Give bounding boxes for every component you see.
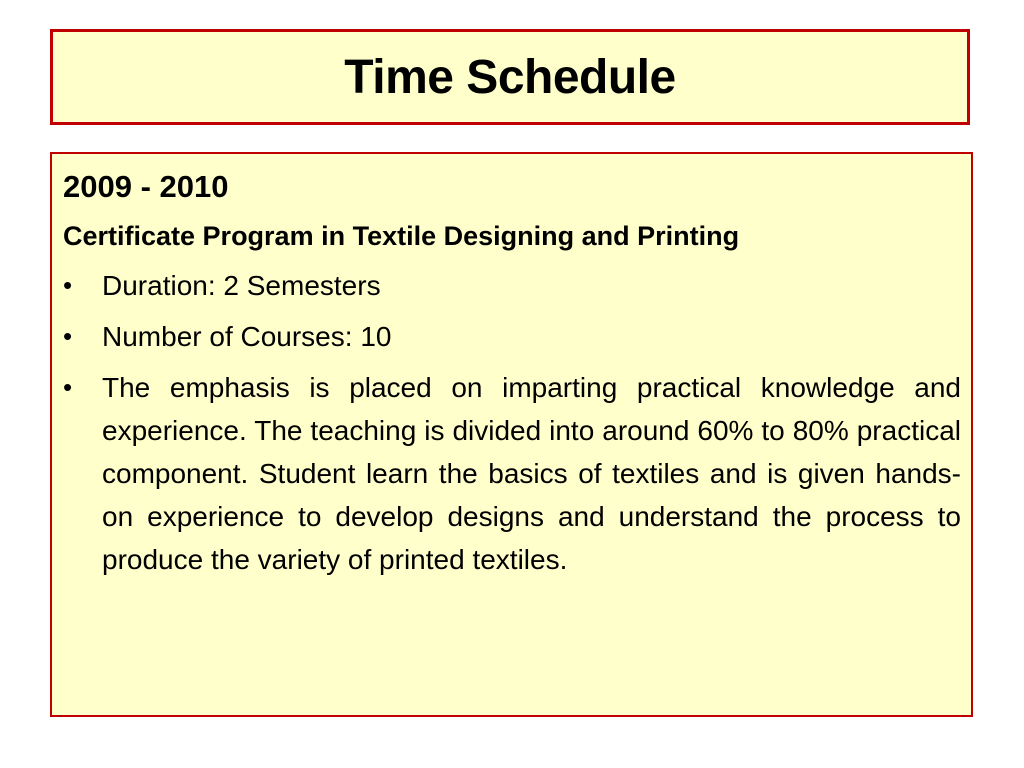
bullet-item-duration — [63, 264, 961, 307]
bullet-text: Duration: 2 Semesters — [102, 270, 381, 301]
bullet-icon: • — [63, 372, 73, 402]
title-box — [50, 29, 970, 125]
bullet-icon: • — [63, 321, 73, 351]
program-heading: Certificate Program in Textile Designing and Printing — [63, 221, 740, 251]
bullet-item-emphasis — [63, 366, 961, 581]
bullet-item-courses — [63, 315, 961, 358]
bullet-icon: • — [63, 270, 73, 300]
year-heading: 2009 - 2010 — [63, 169, 229, 204]
bullet-text: Number of Courses: 10 — [102, 321, 392, 352]
slide-title: Time Schedule — [344, 50, 676, 104]
bullet-list — [63, 264, 961, 581]
content-box — [50, 152, 973, 717]
bullet-text: The emphasis is placed on imparting practical knowledge and experience. The teaching is divided into around 60% to 80% practical component. Student learn the basics of textiles and is given hands-on experience to develop designs and understand the process to produce the variety of printed textiles. — [102, 372, 961, 575]
